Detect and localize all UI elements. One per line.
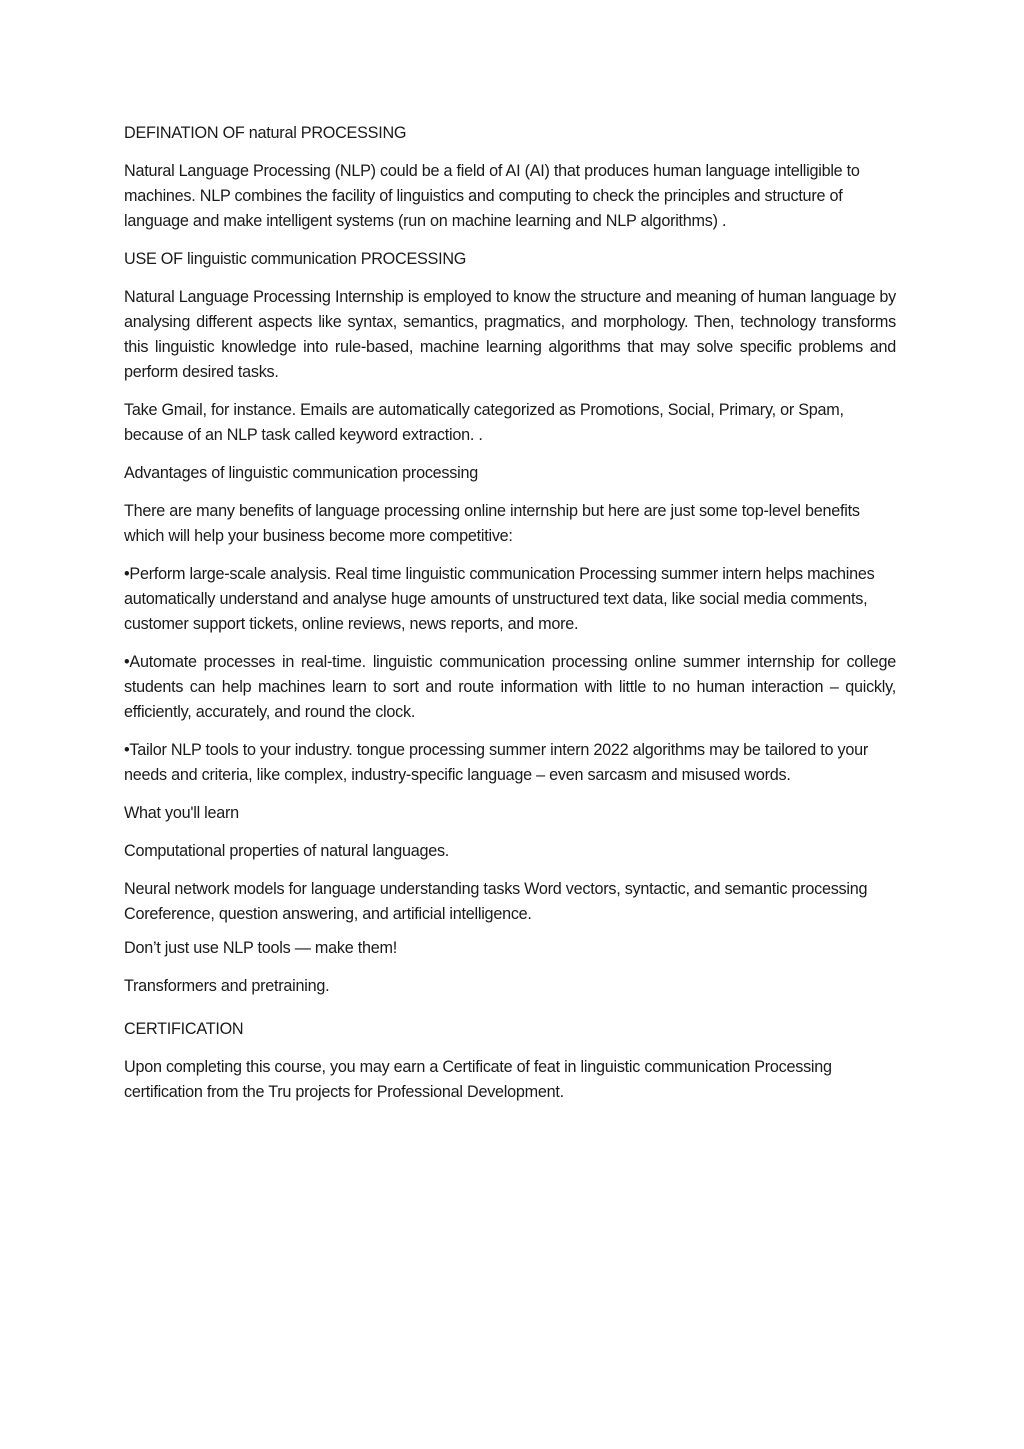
bullet-item: •Automate processes in real-time. linguistic communication processing online summer internship for college students can help machines learn to sort and route information with little to no human interaction – quickly, efficiently, accurately, and round the clock.: [124, 653, 896, 721]
learn-item: Transformers and pretraining.: [124, 977, 330, 995]
paragraph-gmail: Take Gmail, for instance. Emails are automatically categorized as Promotions, Social, Primary, or Spam, because of an NLP task called keyword extraction. .: [124, 401, 844, 444]
heading-certification: CERTIFICATION: [124, 1020, 244, 1038]
learn-item: Don’t just use NLP tools — make them!: [124, 939, 397, 957]
document-page: [124, 121, 896, 1118]
paragraph-advantages: There are many benefits of language processing online internship but here are just some top-level benefits which will help your business become more competitive:: [124, 502, 860, 545]
bullet-item: •Perform large-scale analysis. Real time linguistic communication Processing summer intern helps machines automatically understand and analyse huge amounts of unstructured text data, like social media comments, customer support tickets, online reviews, news reports, and more.: [124, 565, 875, 633]
bullet-item: •Tailor NLP tools to your industry. tongue processing summer intern 2022 algorithms may be tailored to your needs and criteria, like complex, industry-specific language – even sarcasm and misused words.: [124, 741, 869, 784]
learn-item: Neural network models for language understanding tasks Word vectors, syntactic, and semantic processing Coreference, question answering, and artificial intelligence.: [124, 880, 868, 923]
paragraph-definition: Natural Language Processing (NLP) could be a field of AI (AI) that produces human language intelligible to machines. NLP combines the facility of linguistics and computing to check the principles and structure of language and make intelligent systems (run on machine learning and NLP algorithms) .: [124, 162, 860, 230]
heading-definition: DEFINATION OF natural PROCESSING: [124, 124, 407, 142]
heading-learn: What you'll learn: [124, 804, 239, 822]
heading-advantages: Advantages of linguistic communication processing: [124, 464, 478, 482]
learn-item: Computational properties of natural languages.: [124, 842, 450, 860]
paragraph-certification: Upon completing this course, you may earn a Certificate of feat in linguistic communication Processing certification from the Tru projects for Professional Development.: [124, 1058, 832, 1101]
paragraph-use: Natural Language Processing Internship is employed to know the structure and meaning of human language by analysing different aspects like syntax, semantics, pragmatics, and morphology. Then, technology transforms this linguistic knowledge into rule-based, machine learning algorithms that may solve specific problems and perform desired tasks.: [124, 288, 896, 381]
heading-use: USE OF linguistic communication PROCESSING: [124, 250, 467, 268]
